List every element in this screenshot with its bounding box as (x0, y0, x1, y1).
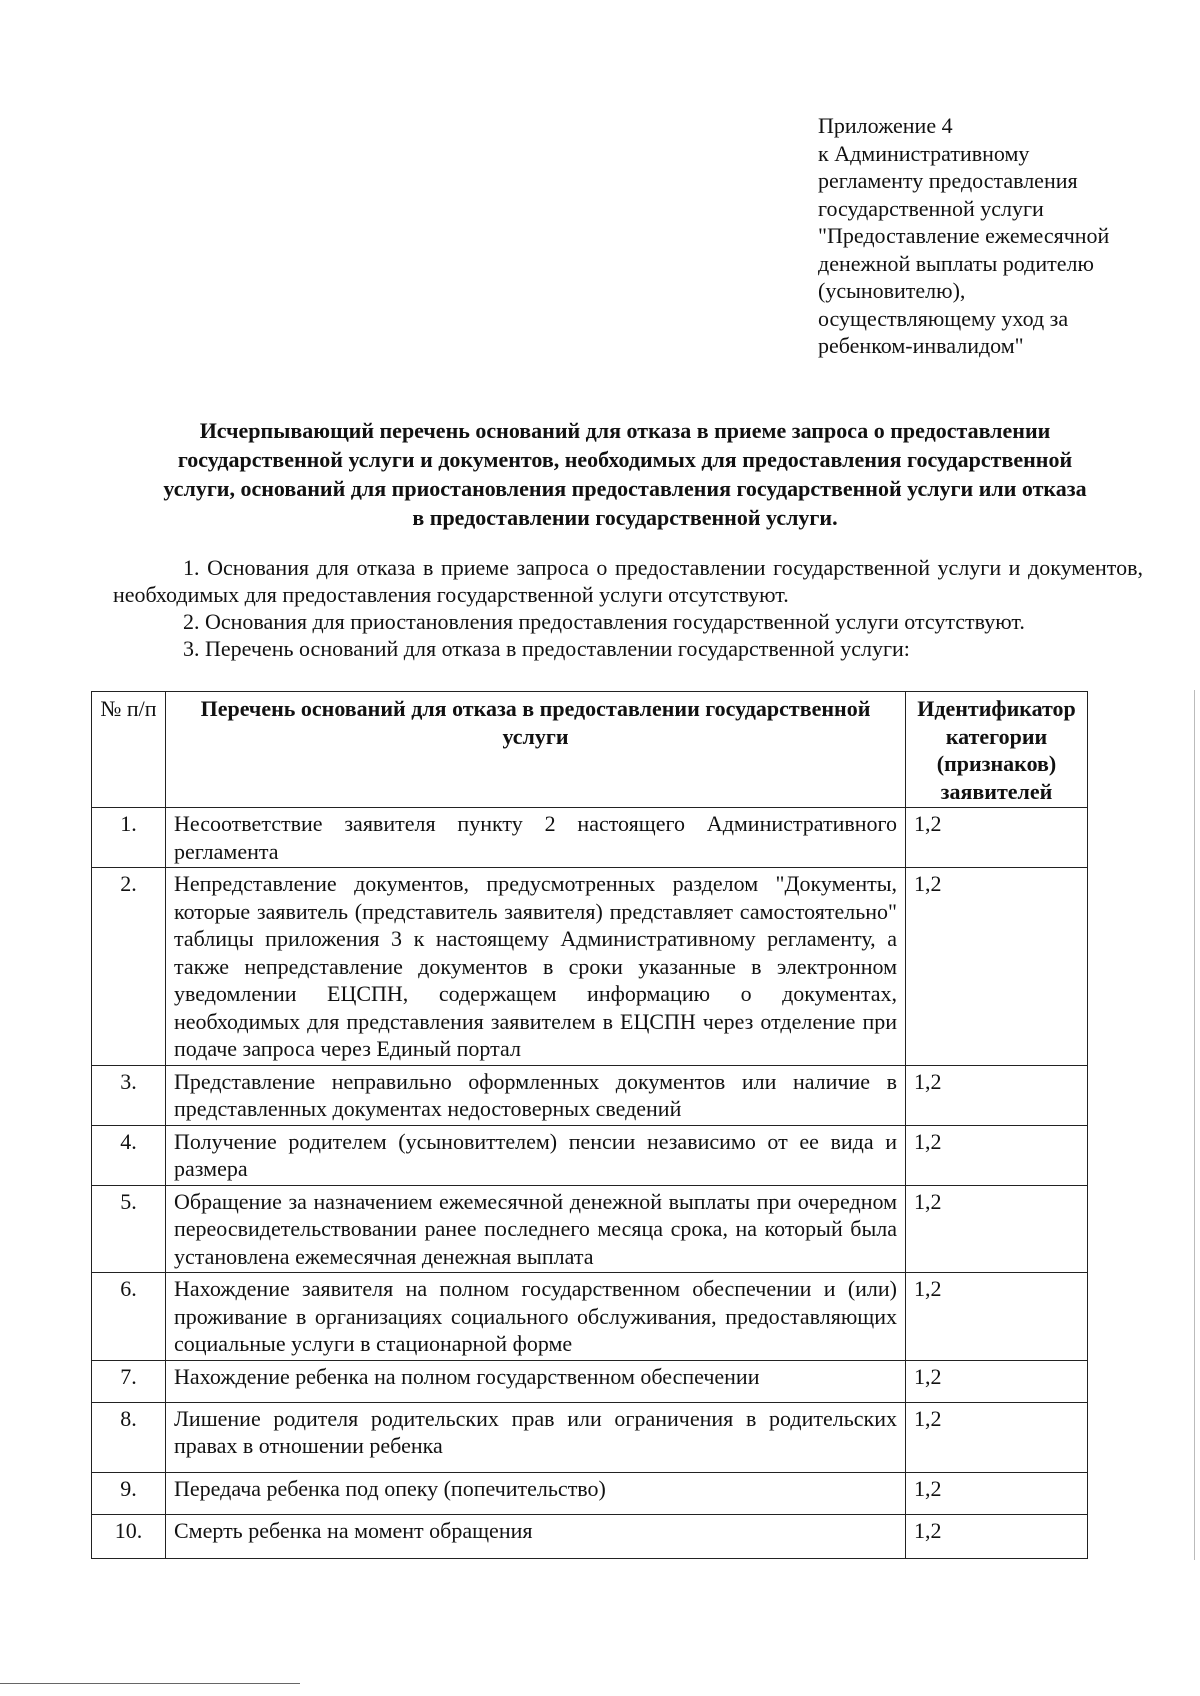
row-num: 7. (92, 1360, 166, 1402)
row-category: 1,2 (906, 1472, 1088, 1514)
table-row (92, 1514, 1088, 1558)
row-category: 1,2 (906, 868, 1088, 1066)
row-num: 10. (92, 1514, 166, 1558)
footer-divider (0, 1683, 300, 1684)
row-reason: Нахождение заявителя на полном государственном обеспечении и (или) проживание в организациях социального обслуживания, предоставляющих социальные услуги в стационарной форме (166, 1273, 906, 1361)
row-reason: Лишение родителя родительских прав или ограничения в родительских правах в отношении ребенка (166, 1402, 906, 1472)
row-reason: Обращение за назначением ежемесячной денежной выплаты при очередном переосвидетельствовании ранее последнего месяца срока, на который была установлена ежемесячная денежная выплата (166, 1185, 906, 1273)
table-header-row (92, 692, 1088, 808)
row-category: 1,2 (906, 1065, 1088, 1125)
appendix-line: "Предоставление ежемесячной (818, 223, 1110, 248)
refusal-grounds-table (91, 691, 1088, 1559)
title-line: Исчерпывающий перечень оснований для отказа в приеме запроса о предоставлении (199, 418, 1051, 443)
row-num: 5. (92, 1185, 166, 1273)
table-row (92, 1185, 1088, 1273)
row-num: 1. (92, 808, 166, 868)
appendix-line: государственной услуги (818, 195, 1044, 221)
row-num: 3. (92, 1065, 166, 1125)
title-line: в предоставлении государственной услуги. (412, 505, 838, 530)
row-reason: Смерть ребенка на момент обращения (166, 1514, 906, 1558)
header-category: Идентификатор категории (признаков) заявителей (906, 692, 1088, 808)
header-num: № п/п (92, 692, 166, 808)
scan-edge-line (1194, 690, 1195, 1560)
title-line: государственной услуги и документов, необходимых для предоставления государственной (177, 447, 1073, 472)
header-reason: Перечень оснований для отказа в предоставлении государственной услуги (166, 692, 906, 808)
row-num: 4. (92, 1125, 166, 1185)
row-reason: Передача ребенка под опеку (попечительство) (166, 1472, 906, 1514)
appendix-line: денежной выплаты родителю (818, 250, 1094, 276)
paragraph-3: 3. Перечень оснований для отказа в предоставлении государственной услуги: (183, 636, 910, 661)
row-category: 1,2 (906, 808, 1088, 868)
appendix-line: регламенту предоставления (818, 168, 1078, 193)
appendix-line: (усыновителю), (818, 278, 966, 303)
row-num: 6. (92, 1273, 166, 1361)
row-reason: Представление неправильно оформленных документов или наличие в представленных документах недостоверных сведений (166, 1065, 906, 1125)
row-category: 1,2 (906, 1125, 1088, 1185)
table-row (92, 1125, 1088, 1185)
appendix-line: к Административному (818, 140, 1030, 166)
body-paragraphs (113, 554, 1143, 662)
table-row (92, 868, 1088, 1066)
title-line: услуги, оснований для приостановления предоставления государственной услуги или отказа (163, 476, 1087, 501)
row-reason: Непредставление документов, предусмотренных разделом "Документы, которые заявитель (представитель заявителя) представляет самостоятельно" таблицы приложения 3 к настоящему Административному регламенту, а также непредставление документов в сроки указанные в электронном уведомлении ЕЦСПН, содержащем информацию о документах, необходимых для представления заявителем в ЕЦСПН через отделение при подаче запроса через Единый портал (166, 868, 906, 1066)
appendix-header (818, 112, 1178, 360)
table-row (92, 1273, 1088, 1361)
table-row (92, 808, 1088, 868)
row-reason: Нахождение ребенка на полном государственном обеспечении (166, 1360, 906, 1402)
paragraph-1: 1. Основания для отказа в приеме запроса о предоставлении государственной услуги и документов, необходимых для предоставления государственной услуги отсутствуют. (113, 555, 1143, 607)
row-category: 1,2 (906, 1273, 1088, 1361)
table-row (92, 1402, 1088, 1472)
table-row (92, 1360, 1088, 1402)
row-reason: Получение родителем (усыновиттелем) пенсии независимо от ее вида и размера (166, 1125, 906, 1185)
row-num: 2. (92, 868, 166, 1066)
table-row (92, 1472, 1088, 1514)
table-row (92, 1065, 1088, 1125)
appendix-line: осуществляющему уход за (818, 305, 1069, 331)
row-category: 1,2 (906, 1514, 1088, 1558)
row-num: 9. (92, 1472, 166, 1514)
appendix-line: ребенком-инвалидом" (818, 333, 1024, 358)
row-reason: Несоответствие заявителя пункту 2 настоящего Административного регламента (166, 808, 906, 868)
document-title (105, 416, 1145, 532)
row-num: 8. (92, 1402, 166, 1472)
row-category: 1,2 (906, 1402, 1088, 1472)
row-category: 1,2 (906, 1360, 1088, 1402)
paragraph-2: 2. Основания для приостановления предоставления государственной услуги отсутствуют. (183, 609, 1025, 634)
row-category: 1,2 (906, 1185, 1088, 1273)
appendix-line: Приложение 4 (818, 113, 953, 138)
